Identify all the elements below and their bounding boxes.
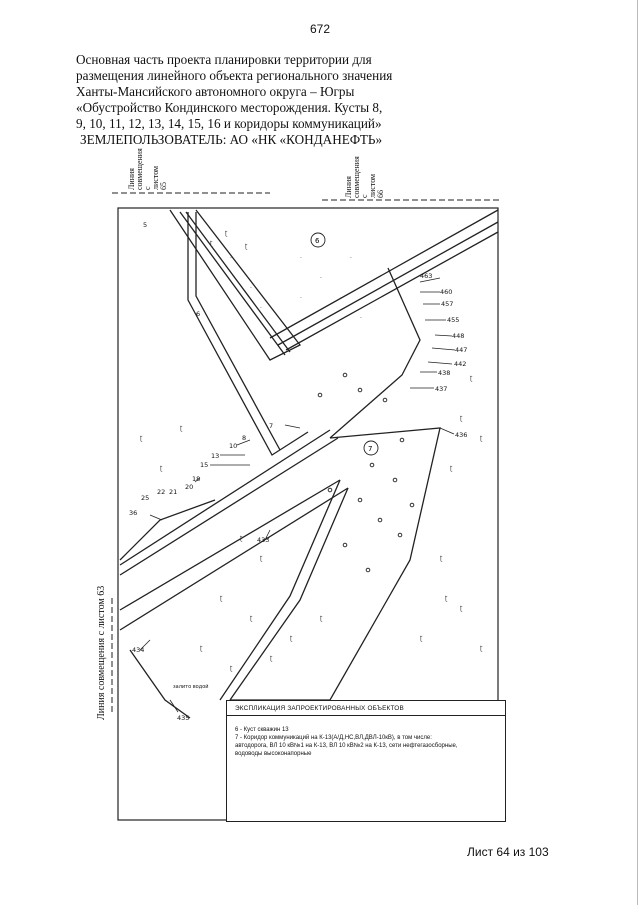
map-label: 25 [141,494,150,502]
map-label: 433 [257,536,270,544]
legend-item: автодорога, ВЛ 10 кВ№1 на К-13, ВЛ 10 кВ№2 на К-13, сети нефтегазосборные, [235,743,458,749]
terrain-symbols [140,230,483,672]
svg-text:ʈ: ʈ [420,635,423,642]
svg-text:ʈ: ʈ [450,465,453,472]
map-label: залито водой [173,684,209,690]
svg-text:·: · [360,315,362,322]
svg-text:ʈ: ʈ [140,435,143,442]
map-label: 460 [440,288,453,296]
legend-box [226,700,506,822]
map-label: 435 [177,714,190,722]
svg-text:·: · [300,255,302,262]
svg-text:ʈ: ʈ [210,240,213,247]
map-label: 455 [447,316,460,324]
corridor-segment [220,480,340,700]
corridor-segment [120,488,348,630]
corridor-segment [230,488,348,700]
svg-text:ʈ: ʈ [260,555,263,562]
map-label: 36 [129,509,138,517]
title-line: «Обустройство Кондинского месторождения. Кусты 8, [76,100,383,115]
svg-text:ʈ: ʈ [460,605,463,612]
corridor-segment [186,212,290,352]
map-label: 6 [196,310,201,318]
map-label: 13 [211,452,220,460]
map-label: 5 [143,221,148,229]
pad-outline [230,428,440,700]
svg-text:ʈ: ʈ [245,243,248,250]
map-label: 15 [200,461,209,469]
title-line: 9, 10, 11, 12, 13, 14, 15, 16 и коридоры коммуникаций» [76,116,382,131]
svg-text:·: · [350,255,352,262]
svg-text:ʈ: ʈ [290,635,293,642]
svg-text:ʈ: ʈ [480,645,483,652]
legend-title: ЭКСПЛИКАЦИЯ ЗАПРОЕКТИРОВАННЫХ ОБЪЕКТОВ [227,701,505,716]
svg-text:ʈ: ʈ [220,595,223,602]
legend-item: 7 - Коридор коммуникаций на К-13(А/Д,НС,ВЛ,ДВЛ-10кВ), в том числе: [235,735,432,741]
svg-text:ʈ: ʈ [470,375,473,382]
svg-text:ʈ: ʈ [225,230,228,237]
land-user: ЗЕМЛЕПОЛЬЗОВАТЕЛЬ: АО «НК «КОНДАНЕФТЬ» [80,132,383,147]
svg-text:ʈ: ʈ [320,615,323,622]
map-label: 434 [132,646,145,654]
map-label: 457 [441,300,454,308]
svg-text:·: · [300,295,302,302]
svg-text:ʈ: ʈ [200,645,203,652]
map-label: 8 [242,434,247,442]
svg-text:ʈ: ʈ [230,665,233,672]
title-line: Ханты-Мансийского автономного округа – Югры [76,84,355,99]
corridor-segment [120,438,338,575]
page-number: 672 [309,22,331,36]
corridor-segment [120,430,330,565]
legend-item: 6 - Куст скважин 13 [235,727,289,733]
svg-text:·: · [320,275,322,282]
match-note-bottom: Линия совмещения с листом 63 [96,585,107,720]
sheet-label: Лист 64 из 103 [467,845,549,859]
svg-text:ʈ: ʈ [480,435,483,442]
svg-text:·: · [230,255,232,262]
map-label: 463 [420,272,433,280]
map-label: 7 [368,445,373,453]
svg-text:·: · [340,295,342,302]
svg-text:ʈ: ʈ [440,555,443,562]
title-line: Основная часть проекта планировки территории для [76,52,372,67]
svg-text:ʈ: ʈ [250,615,253,622]
map-label: 6 [315,237,320,245]
map-label: 436 [455,431,468,439]
map-label: 437 [435,385,448,393]
pad-outline [330,268,420,438]
match-note-left: Линия совмещения с листом 65 [127,148,168,190]
corridor-segment [170,210,300,360]
map-label: 22 [157,488,166,496]
map-label: 10 [229,442,238,450]
svg-text:·: · [260,305,262,312]
circled-markers [311,233,378,455]
title-line: размещения линейного объекта регионального значения [76,68,393,83]
match-note-right: Линия совмещения с листом 66 [344,156,385,198]
svg-text:ʈ: ʈ [180,425,183,432]
map-label: 448 [452,332,465,340]
map-label: 442 [454,360,467,368]
map-label: 18 [192,475,201,483]
corridor-segment [270,210,498,338]
svg-text:·: · [250,285,252,292]
point-labels [129,221,467,722]
map-label: 21 [169,488,178,496]
map-label: 438 [438,369,451,377]
svg-text:ʈ: ʈ [270,655,273,662]
svg-text:ʈ: ʈ [445,595,448,602]
svg-text:ʈ: ʈ [160,465,163,472]
legend-body [227,716,505,758]
legend-item: водоводы высоконапорные [235,751,312,757]
corridor-segment [120,480,340,610]
corridor-lines [120,210,498,718]
map-label: 20 [185,483,194,491]
svg-text:ʈ: ʈ [460,415,463,422]
svg-text:ʈ: ʈ [240,535,243,542]
map-label: 7 [269,422,274,430]
corridor-segment [286,232,498,350]
map-label: 447 [455,346,468,354]
